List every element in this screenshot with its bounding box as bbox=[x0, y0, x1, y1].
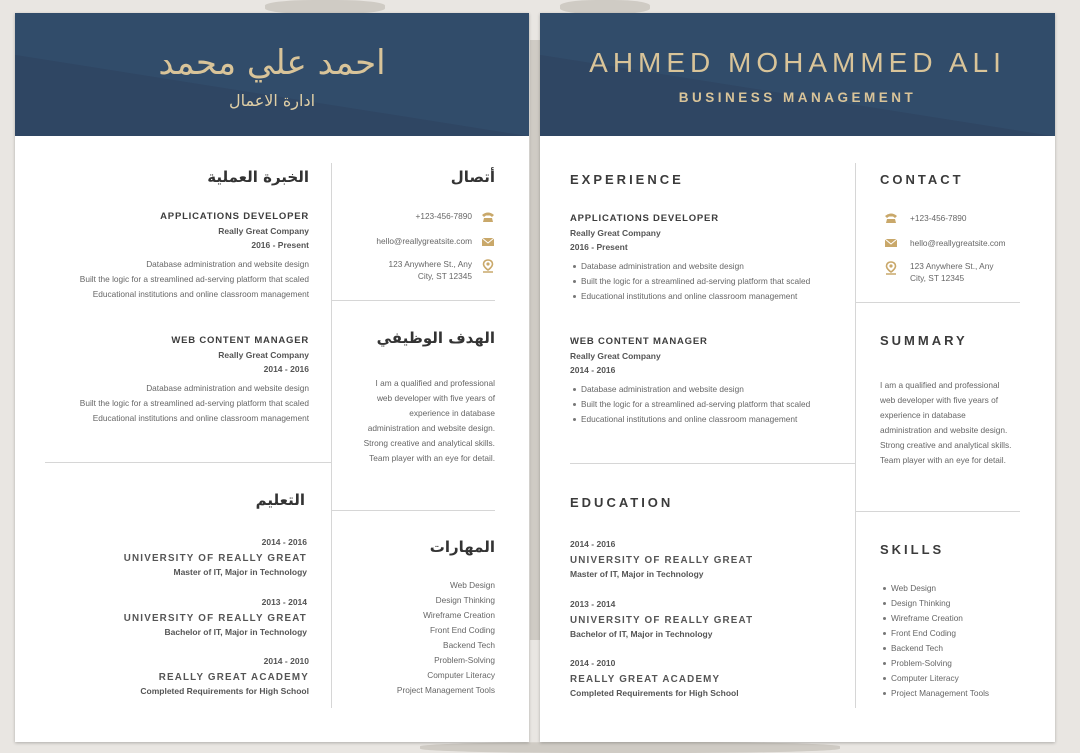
summary-line: I am a qualified and professional bbox=[375, 378, 495, 388]
education-years: 2014 - 2016 bbox=[570, 539, 616, 549]
job-bullet: Educational institutions and online classroom management bbox=[92, 413, 309, 423]
job-period: 2014 - 2016 bbox=[263, 364, 309, 374]
skill-item: Problem-Solving bbox=[434, 655, 495, 665]
job-company: Really Great Company bbox=[570, 228, 661, 238]
section-title-experience-ar: الخبرة العملية bbox=[207, 168, 309, 186]
skills-list bbox=[345, 578, 495, 698]
english-title: BUSINESS MANAGEMENT bbox=[678, 90, 917, 105]
english-header bbox=[540, 13, 1055, 136]
job-company: Really Great Company bbox=[570, 351, 661, 361]
arabic-resume-page bbox=[15, 13, 529, 742]
job-bullet: Database administration and website design bbox=[570, 382, 850, 397]
job-bullet: Database administration and website design bbox=[146, 383, 309, 393]
education-degree: Master of IT, Major in Technology bbox=[173, 567, 307, 577]
section-title-experience: EXPERIENCE bbox=[570, 172, 684, 187]
contact-address bbox=[910, 260, 993, 284]
arabic-name: احمد علي محمد bbox=[158, 43, 386, 83]
arabic-title: ادارة الاعمال bbox=[228, 91, 316, 110]
job-period: 2014 - 2016 bbox=[570, 365, 616, 375]
job-period: 2016 - Present bbox=[570, 242, 628, 252]
education-years: 2014 - 2010 bbox=[263, 656, 309, 666]
job-bullet: Educational institutions and online classroom management bbox=[570, 412, 850, 427]
summary-line: Team player with an eye for detail. bbox=[880, 455, 1006, 465]
job-bullet: Educational institutions and online classroom management bbox=[92, 289, 309, 299]
english-name: AHMED MOHAMMED ALI bbox=[589, 47, 1006, 78]
summary-line: administration and website design. bbox=[367, 423, 495, 433]
education-years: 2014 - 2016 bbox=[261, 537, 307, 547]
education-years: 2013 - 2014 bbox=[261, 597, 307, 607]
job-company: Really Great Company bbox=[218, 350, 309, 360]
email-icon bbox=[884, 237, 898, 249]
job-bullet: Database administration and website design bbox=[146, 259, 309, 269]
skill-item: Problem-Solving bbox=[880, 656, 1030, 671]
job-bullet: Built the logic for a streamlined ad-serving platform that scaled bbox=[570, 274, 850, 289]
education-degree: Completed Requirements for High School bbox=[140, 686, 309, 696]
education-entry bbox=[35, 537, 307, 577]
job-bullet: Database administration and website design bbox=[570, 259, 850, 274]
section-title-skills-ar: المهارات bbox=[429, 538, 495, 556]
education-years: 2013 - 2014 bbox=[570, 599, 616, 609]
skill-item: Wireframe Creation bbox=[423, 610, 495, 620]
education-school: UNIVERSITY OF REALLY GREAT bbox=[570, 615, 754, 626]
summary-line: web developer with five years of bbox=[376, 393, 495, 403]
job-entry bbox=[35, 211, 309, 302]
section-title-skills: SKILLS bbox=[880, 542, 945, 557]
education-school: REALLY GREAT ACADEMY bbox=[158, 672, 309, 683]
arabic-header bbox=[15, 13, 529, 136]
education-school: UNIVERSITY OF REALLY GREAT bbox=[123, 613, 307, 624]
phone-icon bbox=[884, 212, 898, 224]
job-title: WEB CONTENT MANAGER bbox=[570, 336, 708, 347]
contact-phone: +123-456-7890 bbox=[415, 211, 472, 221]
skills-list bbox=[880, 581, 1030, 701]
skill-item: Design Thinking bbox=[880, 596, 1030, 611]
section-title-summary-ar: الهدف الوظيفي bbox=[376, 329, 495, 347]
education-entry bbox=[570, 658, 850, 698]
job-company: Really Great Company bbox=[218, 226, 309, 236]
summary-line: administration and website design. bbox=[880, 425, 1008, 435]
location-icon bbox=[481, 259, 495, 273]
contact-email: hello@reallygreatsite.com bbox=[910, 238, 1006, 248]
job-entry bbox=[570, 213, 850, 304]
education-school: UNIVERSITY OF REALLY GREAT bbox=[570, 555, 754, 566]
summary-line: Strong creative and analytical skills. bbox=[880, 440, 1012, 450]
job-bullet: Built the logic for a streamlined ad-serving platform that scaled bbox=[79, 274, 309, 284]
education-entry bbox=[570, 539, 850, 579]
education-school: UNIVERSITY OF REALLY GREAT bbox=[123, 553, 307, 564]
email-icon bbox=[481, 236, 495, 248]
skill-item: Backend Tech bbox=[443, 640, 495, 650]
skill-item: Wireframe Creation bbox=[880, 611, 1030, 626]
job-period: 2016 - Present bbox=[251, 240, 309, 250]
section-title-education-ar: التعليم bbox=[255, 491, 305, 509]
skill-item: Computer Literacy bbox=[427, 670, 495, 680]
skill-item: Front End Coding bbox=[880, 626, 1030, 641]
skill-item: Front End Coding bbox=[429, 625, 495, 635]
education-degree: Completed Requirements for High School bbox=[570, 688, 739, 698]
summary-line: Strong creative and analytical skills. bbox=[363, 438, 495, 448]
contact-address bbox=[345, 258, 472, 282]
skill-item: Project Management Tools bbox=[880, 686, 1030, 701]
job-title: APPLICATIONS DEVELOPER bbox=[570, 213, 719, 224]
job-bullet: Built the logic for a streamlined ad-serving platform that scaled bbox=[570, 397, 850, 412]
skill-item: Computer Literacy bbox=[880, 671, 1030, 686]
job-bullet: Built the logic for a streamlined ad-serving platform that scaled bbox=[79, 398, 309, 408]
education-school: REALLY GREAT ACADEMY bbox=[570, 674, 721, 685]
address-line: City, ST 12345 bbox=[417, 271, 472, 281]
address-line: 123 Anywhere St., Any bbox=[388, 259, 472, 269]
address-line: 123 Anywhere St., Any bbox=[910, 261, 994, 271]
summary-line: I am a qualified and professional bbox=[880, 380, 1000, 390]
skill-item: Web Design bbox=[449, 580, 495, 590]
summary-line: web developer with five years of bbox=[880, 395, 999, 405]
job-bullet: Educational institutions and online classroom management bbox=[570, 289, 850, 304]
section-title-education: EDUCATION bbox=[570, 495, 674, 510]
skill-item: Project Management Tools bbox=[396, 685, 495, 695]
job-title: WEB CONTENT MANAGER bbox=[171, 335, 309, 346]
education-degree: Master of IT, Major in Technology bbox=[570, 569, 704, 579]
education-entry bbox=[570, 599, 850, 639]
education-degree: Bachelor of IT, Major in Technology bbox=[164, 627, 307, 637]
job-entry bbox=[570, 336, 850, 427]
summary-text bbox=[880, 378, 1030, 468]
summary-text bbox=[345, 376, 495, 466]
summary-line: Team player with an eye for detail. bbox=[369, 453, 495, 463]
summary-line: experience in database bbox=[880, 410, 966, 420]
location-icon bbox=[884, 261, 898, 275]
section-title-contact: CONTACT bbox=[880, 172, 964, 187]
contact-email: hello@reallygreatsite.com bbox=[376, 236, 472, 246]
education-degree: Bachelor of IT, Major in Technology bbox=[570, 629, 713, 639]
skill-item: Backend Tech bbox=[880, 641, 1030, 656]
phone-icon bbox=[481, 211, 495, 223]
education-entry bbox=[35, 656, 309, 696]
contact-phone: +123-456-7890 bbox=[910, 213, 967, 223]
job-title: APPLICATIONS DEVELOPER bbox=[160, 211, 309, 222]
job-entry bbox=[35, 335, 309, 426]
address-line: City, ST 12345 bbox=[910, 273, 965, 283]
section-title-contact-ar: أتصال bbox=[450, 168, 495, 186]
skill-item: Design Thinking bbox=[435, 595, 495, 605]
education-years: 2014 - 2010 bbox=[570, 658, 616, 668]
english-resume-page bbox=[540, 13, 1055, 742]
education-entry bbox=[35, 597, 307, 637]
summary-line: experience in database bbox=[409, 408, 495, 418]
skill-item: Web Design bbox=[880, 581, 1030, 596]
section-title-summary: SUMMARY bbox=[880, 333, 968, 348]
